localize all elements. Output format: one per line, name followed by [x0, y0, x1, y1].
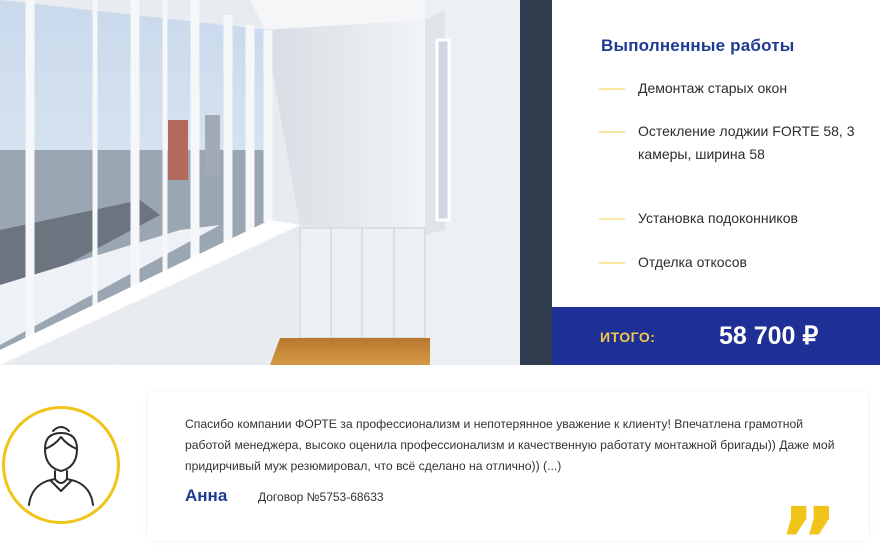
total-price: 58 700 ₽ [719, 322, 819, 350]
works-card [552, 0, 880, 365]
contract-number: Договор №5753-68633 [258, 490, 384, 504]
works-title: Выполненные работы [601, 36, 795, 55]
total-label: ИТОГО: [600, 329, 656, 345]
work-item-text: Установка подоконников [638, 210, 798, 226]
item-dash [599, 218, 625, 220]
item-dash [599, 88, 625, 90]
woman-avatar-icon [2, 406, 120, 524]
item-dash [599, 131, 625, 133]
work-item-text: Демонтаж старых окон [638, 80, 788, 96]
loggia-photo [0, 0, 552, 365]
item-dash [599, 262, 625, 264]
closing-quote-icon: ” [778, 488, 839, 556]
reviewer-name: Анна [185, 486, 228, 505]
total-bar [552, 307, 880, 365]
work-item-text: Отделка откосов [638, 254, 747, 270]
work-item-text: Остекление лоджии FORTE 58, 3 камеры, ширина 58 [638, 123, 855, 162]
review-text: Спасибо компании ФОРТЕ за профессионализм и непотерянное уважение к клиенту! Впечатлена грамотной работой менеджера, высоко оценила профессионализм и качественную работату монтажной бригады)) Даже мой придирчивый муж резюмировал, что всё сделано на отлично)) (...) [185, 417, 835, 473]
